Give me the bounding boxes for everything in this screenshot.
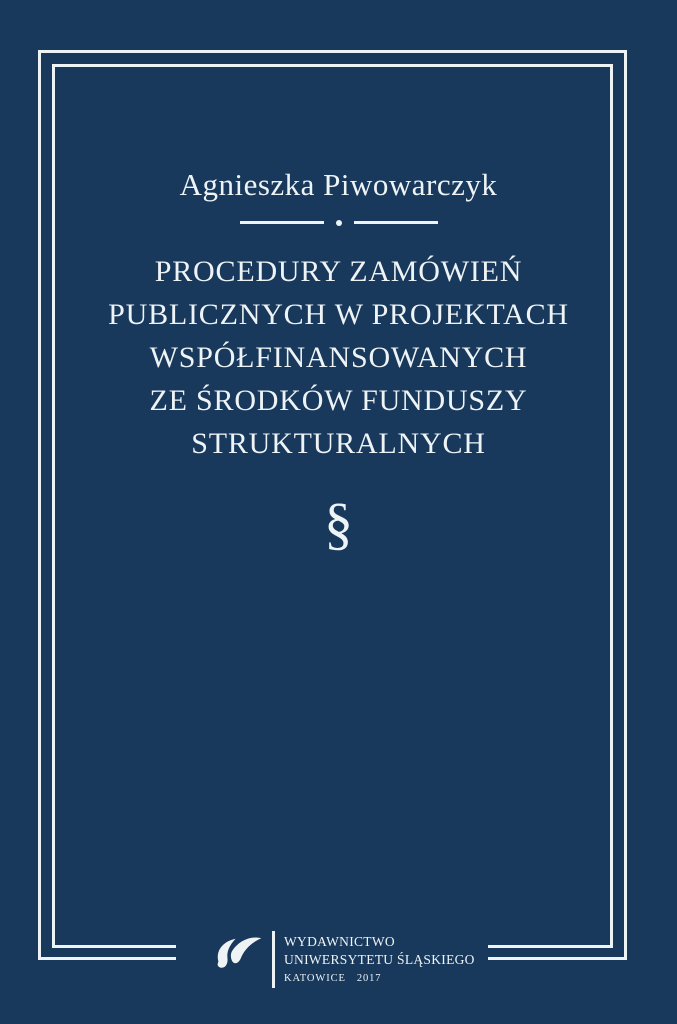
publisher-text [284, 933, 475, 986]
title-line: PUBLICZNYCH W PROJEKTACH [108, 298, 569, 331]
divider-dot [336, 220, 342, 226]
publisher-name-line1: WYDAWNICTWO [284, 934, 395, 949]
section-sign-symbol: § [324, 491, 353, 556]
publisher-divider-line [272, 931, 275, 988]
title-line: STRUKTURALNYCH [191, 427, 486, 460]
publisher-block [176, 914, 488, 1008]
publisher-city-year [284, 972, 475, 986]
title-line: WSPÓŁFINANSOWANYCH [149, 341, 528, 374]
university-of-silesia-press-logo-icon [210, 934, 264, 974]
publisher-city: KATOWICE [284, 973, 346, 984]
book-title [0, 250, 677, 465]
author-title-divider [0, 216, 677, 229]
divider-left-line [240, 221, 324, 224]
divider-right-line [354, 221, 438, 224]
title-line: PROCEDURY ZAMÓWIEŃ [154, 255, 523, 288]
author-name: Agnieszka Piwowarczyk [179, 167, 498, 202]
publisher-year: 2017 [356, 973, 382, 984]
title-line: ZE ŚRODKÓW FUNDUSZY [149, 384, 528, 417]
publisher-name-line2: UNIWERSYTETU ŚLĄSKIEGO [284, 952, 475, 967]
